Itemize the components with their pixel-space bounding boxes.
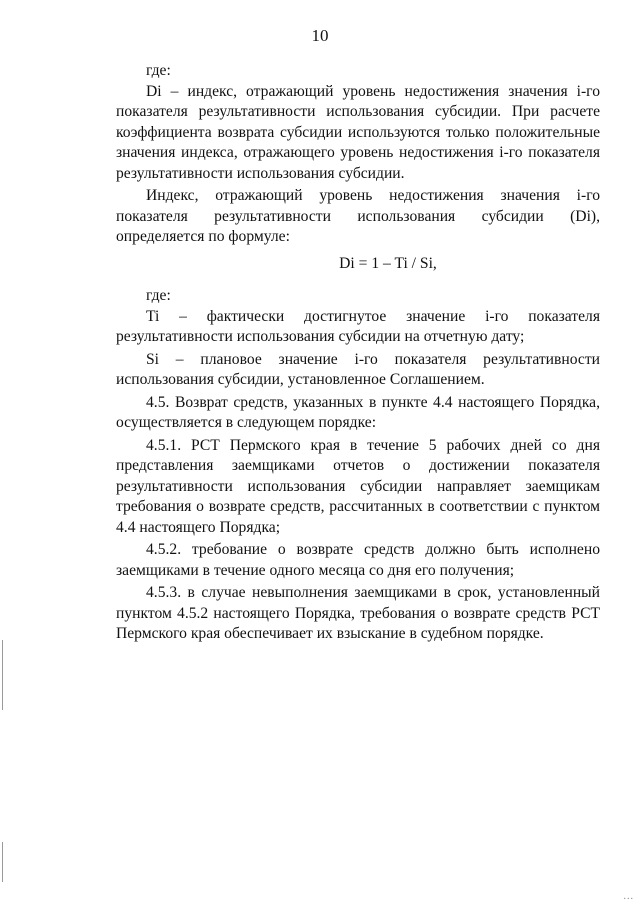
scan-edge-mark bbox=[2, 640, 3, 710]
paragraph-4-5-1: 4.5.1. РСТ Пермского края в течение 5 рабочих дней со дня представления заемщиками отчетов о достижении показателя результативности использования субсидии направляет заемщикам требования о возврате средств, рассчитанных в соответствии с пунктом 4.4 настоящего Порядка; bbox=[116, 436, 600, 536]
paragraph-di-definition: Di – индекс, отражающий уровень недостижения значения i-го показателя результативности использования субсидии. При расчете коэффициента возврата субсидии используются только положительные значения индекса, отражающего уровень недостижения i-го показателя результативности использования субсидии. bbox=[116, 82, 600, 182]
paragraph-4-5: 4.5. Возврат средств, указанных в пункте 4.4 настоящего Порядка, осуществляется в следующем порядке: bbox=[116, 393, 600, 431]
document-body bbox=[116, 61, 600, 645]
paragraph-ti-definition: Ti – фактически достигнутое значение i-го показателя результативности использования субсидии на отчетную дату; bbox=[116, 307, 600, 345]
paragraph-4-5-3: 4.5.3. в случае невыполнения заемщиками в срок, установленный пунктом 4.5.2 настоящего Порядка, требования о возврате средств РСТ Пермского края обеспечивает их взыскание в судебном порядке. bbox=[116, 584, 600, 642]
scan-edge-mark bbox=[2, 842, 3, 882]
paragraph-index-formula-intro: Индекс, отражающий уровень недостижения значения i-го показателя результативности использования субсидии (Di), определяется по формуле: bbox=[116, 187, 600, 245]
formula: Di = 1 – Ti / Si, bbox=[339, 254, 437, 272]
where-label: где: bbox=[146, 62, 171, 79]
paragraph-4-5-2: 4.5.2. требование о возврате средств должно быть исполнено заемщиками в течение одного месяца со дня его получения; bbox=[116, 541, 600, 579]
scan-corner-mark: ... bbox=[623, 891, 634, 902]
where-label-2: где: bbox=[146, 287, 171, 304]
page-number: 10 bbox=[311, 26, 329, 45]
paragraph-si-definition: Si – плановое значение i-го показателя результативности использования субсидии, установленное Соглашением. bbox=[116, 350, 600, 388]
